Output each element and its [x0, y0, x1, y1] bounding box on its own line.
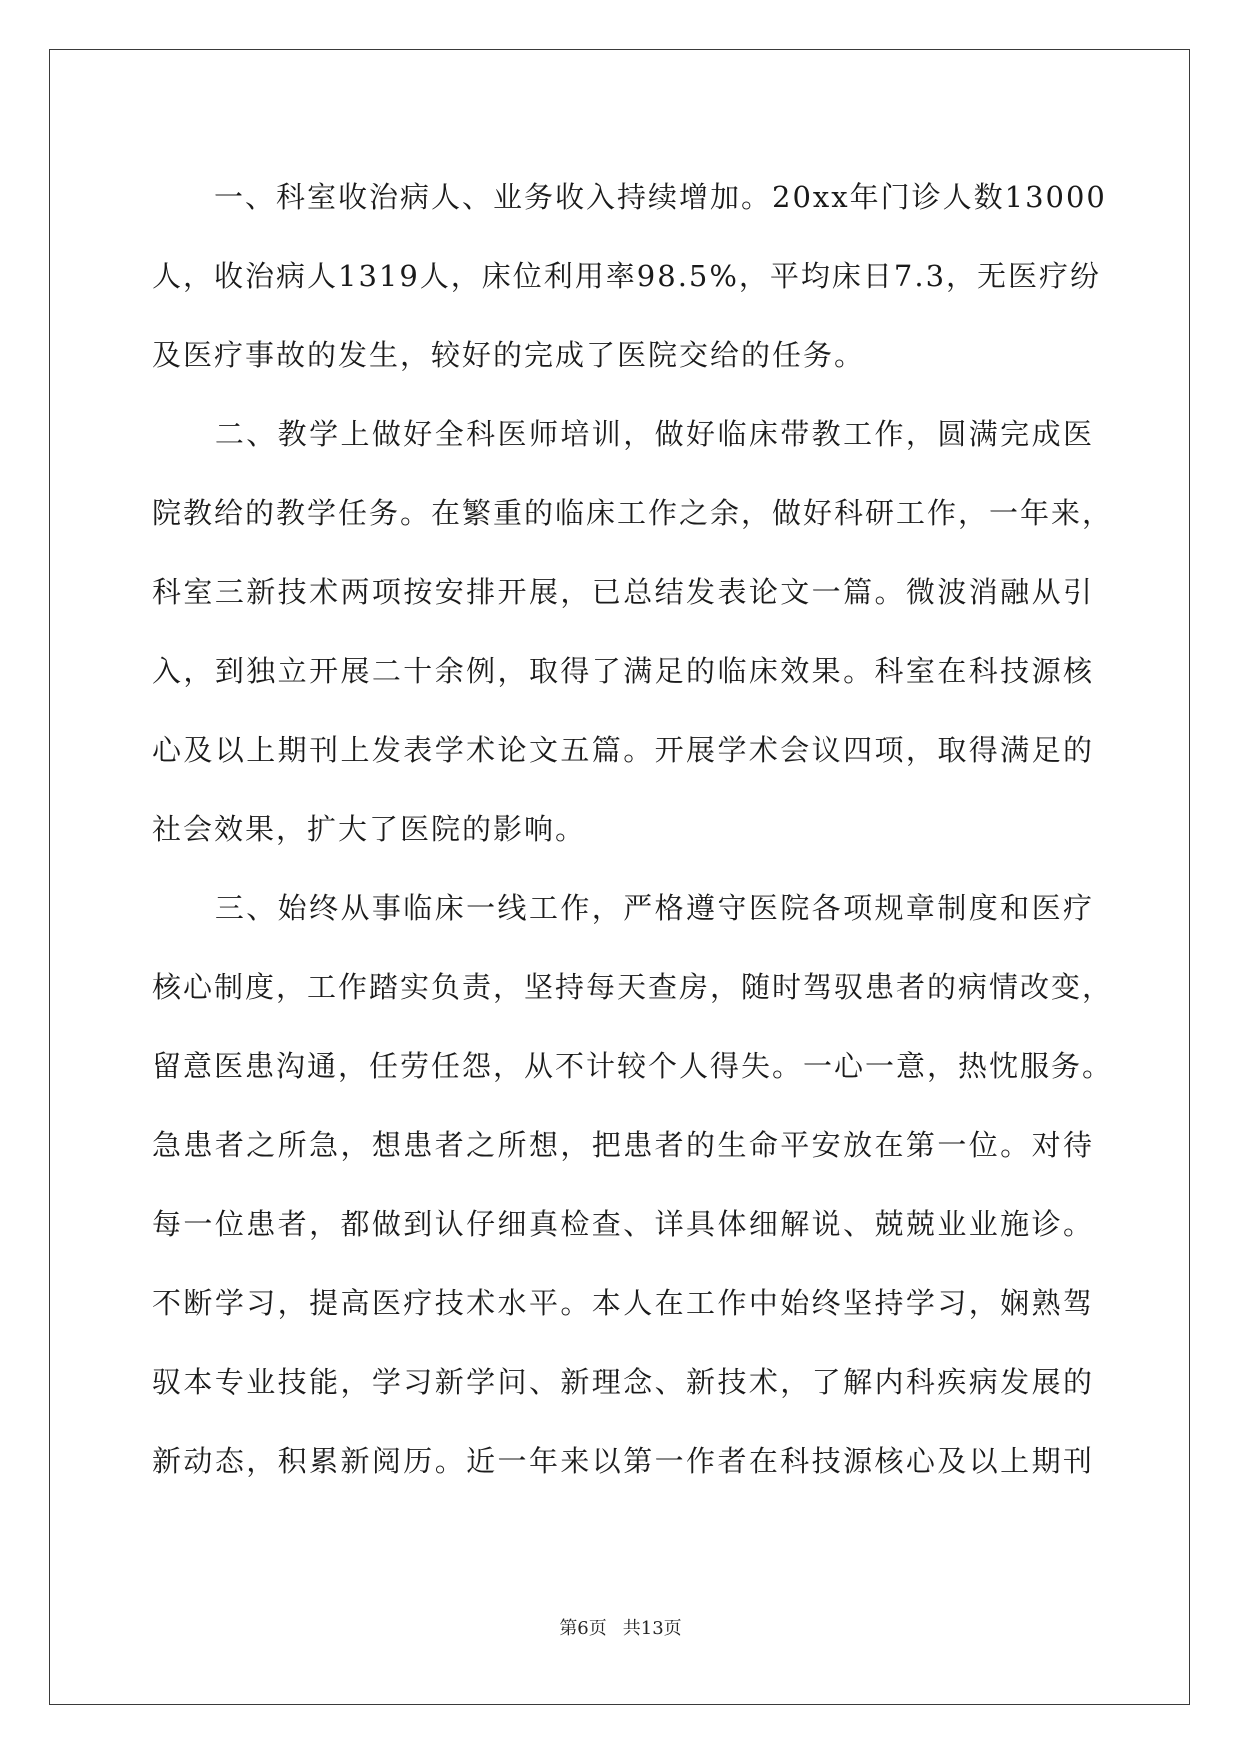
- text-line: 核心制度，工作踏实负责，坚持每天查房，随时驾驭患者的病情改变，: [152, 970, 1114, 1004]
- page-number: 第6页: [559, 1618, 607, 1639]
- text-line: 二、教学上做好全科医师培训，做好临床带教工作，圆满完成医: [152, 417, 1094, 451]
- text-line: 社会效果，扩大了医院的影响。: [152, 812, 587, 846]
- page-footer: [0, 1614, 1241, 1640]
- text-line: 人，收治病人1319人，床位利用率98.5%，平均床日7.3，无医疗纷: [152, 259, 1102, 293]
- text-line: 每一位患者，都做到认仔细真检查、详具体细解说、兢兢业业施诊。: [152, 1207, 1094, 1241]
- text-line: 新动态，积累新阅历。近一年来以第一作者在科技源核心及以上期刊: [152, 1444, 1094, 1478]
- text-line: 一、科室收治病人、业务收入持续增加。20xx年门诊人数13000: [152, 180, 1107, 214]
- text-line: 入，到独立开展二十余例，取得了满足的临床效果。科室在科技源核: [152, 654, 1094, 688]
- document-body: [152, 158, 1114, 1501]
- text-line: 院教给的教学任务。在繁重的临床工作之余，做好科研工作，一年来，: [152, 496, 1114, 530]
- page-total: 共13页: [622, 1618, 682, 1639]
- text-line: 及医疗事故的发生，较好的完成了医院交给的任务。: [152, 338, 866, 372]
- text-line: 科室三新技术两项按安排开展，已总结发表论文一篇。微波消融从引: [152, 575, 1094, 609]
- text-line: 驭本专业技能，学习新学问、新理念、新技术，了解内科疾病发展的: [152, 1365, 1094, 1399]
- text-line: 三、始终从事临床一线工作，严格遵守医院各项规章制度和医疗: [152, 891, 1094, 925]
- text-line: 急患者之所急，想患者之所想，把患者的生命平安放在第一位。对待: [152, 1128, 1094, 1162]
- text-line: 不断学习，提高医疗技术水平。本人在工作中始终坚持学习，娴熟驾: [152, 1286, 1094, 1320]
- text-line: 留意医患沟通，任劳任怨，从不计较个人得失。一心一意，热忱服务。: [152, 1049, 1114, 1083]
- text-line: 心及以上期刊上发表学术论文五篇。开展学术会议四项，取得满足的: [152, 733, 1094, 767]
